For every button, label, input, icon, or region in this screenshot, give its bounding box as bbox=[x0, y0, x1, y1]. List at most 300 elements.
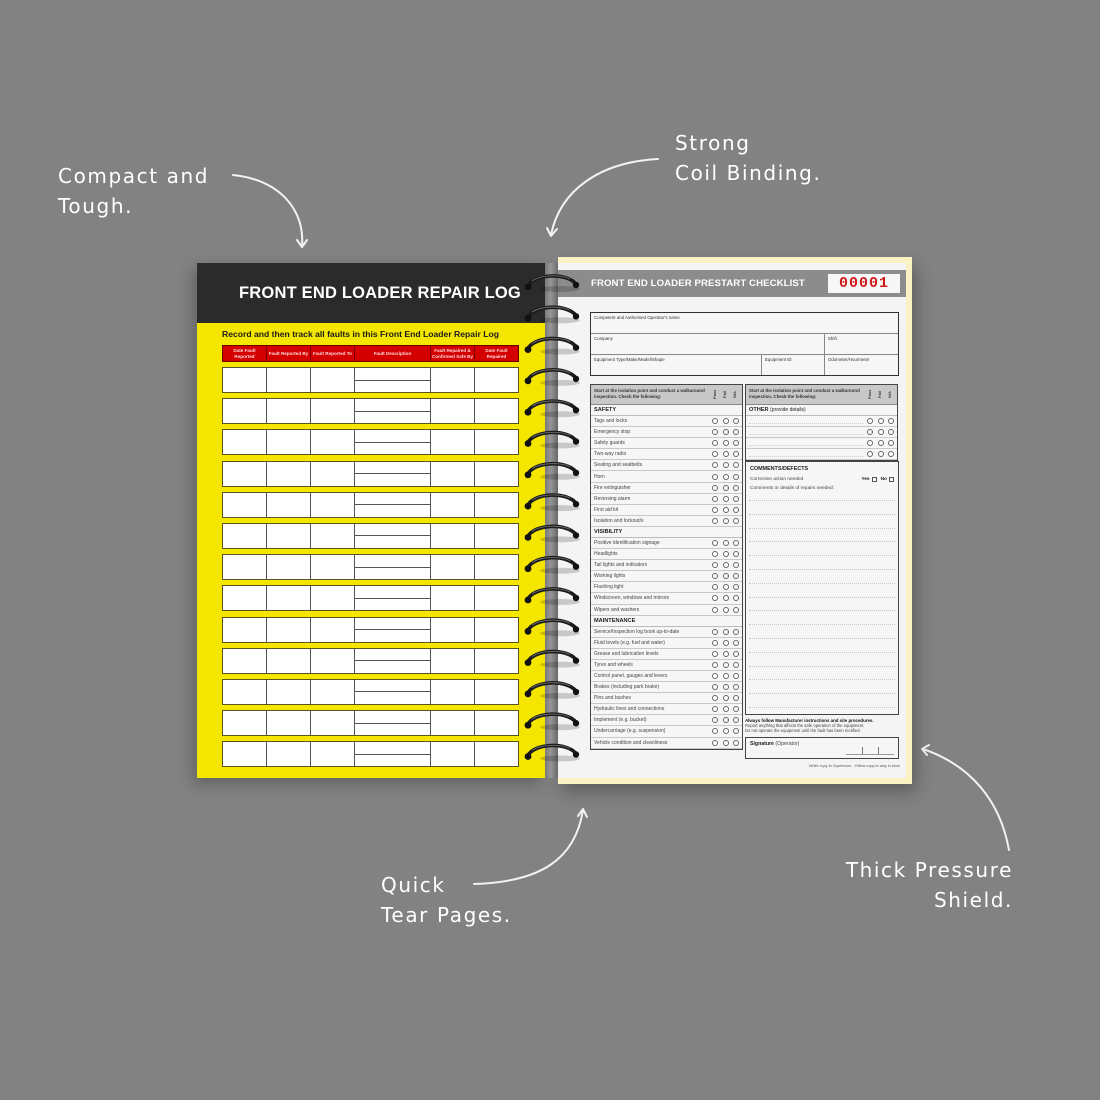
cell-reported-to[interactable] bbox=[311, 368, 355, 392]
fail-radio[interactable] bbox=[723, 595, 729, 601]
cell-date-repaired[interactable] bbox=[475, 462, 518, 486]
section-safety: SAFETY bbox=[591, 405, 742, 416]
na-radio[interactable] bbox=[888, 451, 894, 457]
pass-radio[interactable] bbox=[712, 695, 718, 701]
checklist-item-label: Vehicle condition and cleanliness bbox=[594, 739, 668, 746]
checklist-item bbox=[591, 660, 742, 671]
checklist-item bbox=[591, 560, 742, 571]
cell-reported-by[interactable] bbox=[267, 430, 311, 454]
pass-radio[interactable] bbox=[712, 728, 718, 734]
cell-reported-by[interactable] bbox=[267, 399, 311, 423]
pass-radio[interactable] bbox=[712, 584, 718, 590]
fail-radio[interactable] bbox=[878, 418, 884, 424]
writing-line bbox=[749, 541, 895, 542]
fail-radio[interactable] bbox=[723, 607, 729, 613]
arrow-coil-icon bbox=[551, 159, 658, 235]
cell-reported-by[interactable] bbox=[267, 586, 311, 610]
cell-description[interactable] bbox=[355, 680, 431, 704]
other-item-blank[interactable] bbox=[749, 429, 863, 435]
corrective-action-row bbox=[746, 472, 898, 482]
writing-line bbox=[749, 666, 895, 667]
cell-confirmed-by[interactable] bbox=[431, 368, 475, 392]
cell-description[interactable] bbox=[355, 586, 431, 610]
repair-log-row bbox=[222, 679, 519, 705]
signature-line bbox=[846, 747, 894, 755]
pass-radio[interactable] bbox=[712, 706, 718, 712]
na-radio[interactable] bbox=[733, 629, 739, 635]
checklist-item-label: Tail lights and indicators bbox=[594, 562, 648, 569]
cell-date-reported[interactable] bbox=[223, 680, 267, 704]
fail-radio[interactable] bbox=[723, 651, 729, 657]
cell-reported-to[interactable] bbox=[311, 493, 355, 517]
pass-radio[interactable] bbox=[712, 684, 718, 690]
equipment-type-field[interactable]: Equipment Type/Make/Model/Shape bbox=[591, 355, 762, 375]
fail-radio[interactable] bbox=[723, 474, 729, 480]
fail-radio[interactable] bbox=[878, 451, 884, 457]
cell-reported-to[interactable] bbox=[311, 524, 355, 548]
callout-compact bbox=[58, 161, 209, 221]
other-item-row bbox=[746, 416, 897, 427]
cell-reported-to[interactable] bbox=[311, 742, 355, 766]
copy-note: White copy to Supervisor - Yellow copy to stay in book bbox=[808, 764, 900, 768]
cell-date-repaired[interactable] bbox=[475, 711, 518, 735]
pass-radio[interactable] bbox=[712, 562, 718, 568]
pass-radio[interactable] bbox=[867, 418, 873, 424]
na-radio[interactable] bbox=[733, 584, 739, 590]
coil-binding bbox=[520, 270, 590, 770]
pass-radio[interactable] bbox=[712, 595, 718, 601]
na-radio[interactable] bbox=[733, 562, 739, 568]
notice-line2: Report anything that affects the safe operation of the equipment. bbox=[745, 723, 865, 728]
checklist-item bbox=[591, 726, 742, 737]
checklist-item-label: Seating and seatbelts bbox=[594, 462, 643, 469]
na-radio[interactable] bbox=[733, 418, 739, 424]
cell-confirmed-by[interactable] bbox=[431, 649, 475, 673]
serial-number: 00001 bbox=[828, 274, 900, 293]
cell-description[interactable] bbox=[355, 430, 431, 454]
coil-ring-icon bbox=[525, 464, 580, 480]
cell-date-repaired[interactable] bbox=[475, 430, 518, 454]
fail-radio[interactable] bbox=[723, 695, 729, 701]
checklist-item-label: Grease and lubrication levels bbox=[594, 650, 659, 657]
other-item-blank[interactable] bbox=[749, 440, 863, 446]
pass-radio[interactable] bbox=[712, 651, 718, 657]
writing-line bbox=[749, 500, 895, 501]
repair-log-row bbox=[222, 741, 519, 767]
cell-reported-by[interactable] bbox=[267, 368, 311, 392]
cell-reported-to[interactable] bbox=[311, 430, 355, 454]
na-radio[interactable] bbox=[733, 595, 739, 601]
cell-date-reported[interactable] bbox=[223, 430, 267, 454]
fail-radio[interactable] bbox=[723, 640, 729, 646]
arrow-shield-icon bbox=[923, 749, 1009, 850]
checklist-other-column bbox=[745, 384, 898, 461]
na-radio[interactable] bbox=[888, 429, 894, 435]
section-maintenance: MAINTENANCE bbox=[591, 616, 742, 627]
other-item-blank[interactable] bbox=[749, 451, 863, 457]
cell-date-reported[interactable] bbox=[223, 649, 267, 673]
cell-description[interactable] bbox=[355, 555, 431, 579]
cell-reported-by[interactable] bbox=[267, 493, 311, 517]
cell-reported-by[interactable] bbox=[267, 524, 311, 548]
fail-radio[interactable] bbox=[723, 662, 729, 668]
cell-date-repaired[interactable] bbox=[475, 555, 518, 579]
col-fault-reported-to: Fault Reported To bbox=[311, 346, 355, 361]
cell-date-repaired[interactable] bbox=[475, 649, 518, 673]
cell-date-repaired[interactable] bbox=[475, 399, 518, 423]
checklist-item bbox=[591, 449, 742, 460]
writing-line bbox=[749, 555, 895, 556]
na-radio[interactable] bbox=[733, 451, 739, 457]
fail-radio[interactable] bbox=[723, 629, 729, 635]
na-radio[interactable] bbox=[733, 551, 739, 557]
other-item-row bbox=[746, 449, 897, 460]
cell-reported-to[interactable] bbox=[311, 711, 355, 735]
checklist-item-label: Flashing light bbox=[594, 584, 624, 591]
cell-confirmed-by[interactable] bbox=[431, 618, 475, 642]
pass-radio[interactable] bbox=[867, 451, 873, 457]
cell-confirmed-by[interactable] bbox=[431, 680, 475, 704]
coil-ring-icon bbox=[525, 401, 580, 417]
fail-radio[interactable] bbox=[723, 573, 729, 579]
na-radio[interactable] bbox=[733, 684, 739, 690]
callout-coil-line2: Coil Binding. bbox=[675, 161, 822, 185]
pass-radio[interactable] bbox=[867, 429, 873, 435]
na-radio[interactable] bbox=[733, 496, 739, 502]
cell-reported-to[interactable] bbox=[311, 649, 355, 673]
fail-radio[interactable] bbox=[723, 551, 729, 557]
cell-reported-by[interactable] bbox=[267, 618, 311, 642]
option-fail: Fail bbox=[877, 391, 882, 398]
na-radio[interactable] bbox=[733, 440, 739, 446]
fail-radio[interactable] bbox=[723, 440, 729, 446]
cell-confirmed-by[interactable] bbox=[431, 493, 475, 517]
writing-line bbox=[749, 528, 895, 529]
repair-log-row bbox=[222, 648, 519, 674]
section-other-hint: (provide details) bbox=[770, 407, 806, 413]
repair-log-row bbox=[222, 710, 519, 736]
checklist-item bbox=[591, 605, 742, 616]
cell-reported-to[interactable] bbox=[311, 462, 355, 486]
cell-description[interactable] bbox=[355, 742, 431, 766]
writing-line bbox=[749, 610, 895, 611]
repair-log-rows bbox=[222, 367, 519, 772]
cell-description[interactable] bbox=[355, 618, 431, 642]
fail-radio[interactable] bbox=[723, 496, 729, 502]
other-item-blank[interactable] bbox=[749, 418, 863, 424]
pass-radio[interactable] bbox=[712, 540, 718, 546]
pass-radio[interactable] bbox=[712, 418, 718, 424]
fail-radio[interactable] bbox=[723, 706, 729, 712]
cell-date-reported[interactable] bbox=[223, 493, 267, 517]
na-radio[interactable] bbox=[733, 507, 739, 513]
pass-radio[interactable] bbox=[712, 474, 718, 480]
coil-ring-icon bbox=[525, 495, 580, 511]
checklist-item bbox=[591, 460, 742, 471]
fail-radio[interactable] bbox=[723, 728, 729, 734]
cell-date-reported[interactable] bbox=[223, 368, 267, 392]
col-date-fault-repaired: Date Fault Repaired bbox=[485, 347, 508, 359]
na-radio[interactable] bbox=[733, 474, 739, 480]
pass-radio[interactable] bbox=[712, 440, 718, 446]
pass-radio[interactable] bbox=[712, 518, 718, 524]
checklist-item bbox=[591, 682, 742, 693]
odometer-field[interactable]: Odometer/Hourmeter bbox=[828, 357, 870, 362]
coil-ring-icon bbox=[525, 307, 580, 323]
checklist-sections bbox=[591, 405, 742, 749]
fail-radio[interactable] bbox=[723, 684, 729, 690]
cell-description[interactable] bbox=[355, 493, 431, 517]
fail-radio[interactable] bbox=[723, 485, 729, 491]
fail-radio[interactable] bbox=[878, 429, 884, 435]
na-radio[interactable] bbox=[733, 673, 739, 679]
cell-reported-to[interactable] bbox=[311, 618, 355, 642]
cell-confirmed-by[interactable] bbox=[431, 586, 475, 610]
cell-confirmed-by[interactable] bbox=[431, 711, 475, 735]
check-instruction-other: Start at the isolation point and conduct a walkaround inspection. Check the following: bbox=[749, 388, 860, 399]
checklist-item bbox=[591, 715, 742, 726]
cell-date-reported[interactable] bbox=[223, 711, 267, 735]
cell-date-repaired[interactable] bbox=[475, 742, 518, 766]
checklist-item-label: Two-way radio bbox=[594, 451, 627, 458]
cell-date-repaired[interactable] bbox=[475, 368, 518, 392]
cell-confirmed-by[interactable] bbox=[431, 462, 475, 486]
fail-radio[interactable] bbox=[723, 451, 729, 457]
fail-radio[interactable] bbox=[723, 717, 729, 723]
callout-coil-line1: Strong bbox=[675, 131, 751, 155]
na-radio[interactable] bbox=[733, 518, 739, 524]
fail-radio[interactable] bbox=[723, 584, 729, 590]
cell-reported-to[interactable] bbox=[311, 399, 355, 423]
checklist-item-label: Hydraulic lines and connections bbox=[594, 706, 665, 713]
pass-radio[interactable] bbox=[712, 507, 718, 513]
cell-date-reported[interactable] bbox=[223, 399, 267, 423]
repair-log-row bbox=[222, 429, 519, 455]
pass-radio[interactable] bbox=[712, 551, 718, 557]
pass-radio[interactable] bbox=[712, 629, 718, 635]
na-radio[interactable] bbox=[888, 440, 894, 446]
na-radio[interactable] bbox=[733, 740, 739, 746]
checklist-item bbox=[591, 704, 742, 715]
checklist-item-label: Wipers and washers bbox=[594, 606, 640, 613]
fail-radio[interactable] bbox=[723, 673, 729, 679]
checklist-item-label: Safety guards bbox=[594, 440, 625, 447]
pressure-shield-page bbox=[558, 257, 912, 784]
cell-confirmed-by[interactable] bbox=[431, 399, 475, 423]
na-radio[interactable] bbox=[733, 640, 739, 646]
col-fault-reported-by: Fault Reported By bbox=[267, 346, 311, 361]
na-radio[interactable] bbox=[733, 429, 739, 435]
na-radio[interactable] bbox=[733, 717, 739, 723]
comments-defects-box bbox=[745, 461, 899, 715]
cell-reported-to[interactable] bbox=[311, 555, 355, 579]
writing-line bbox=[749, 597, 895, 598]
coil-ring-icon bbox=[525, 557, 580, 573]
checklist-item bbox=[591, 471, 742, 482]
pass-radio[interactable] bbox=[712, 662, 718, 668]
cell-reported-by[interactable] bbox=[267, 711, 311, 735]
operator-name-field[interactable]: Competent and Authorised Operator's name bbox=[594, 315, 680, 320]
fail-radio[interactable] bbox=[723, 429, 729, 435]
other-item-row bbox=[746, 438, 897, 449]
signature-role: (Operator) bbox=[775, 741, 800, 747]
na-radio[interactable] bbox=[733, 573, 739, 579]
fail-radio[interactable] bbox=[723, 740, 729, 746]
pass-radio[interactable] bbox=[712, 740, 718, 746]
pass-radio[interactable] bbox=[712, 640, 718, 646]
arrow-compact-icon bbox=[233, 175, 302, 246]
checklist-item-label: Implement (e.g. bucket) bbox=[594, 717, 647, 724]
fail-radio[interactable] bbox=[723, 540, 729, 546]
cell-description[interactable] bbox=[355, 649, 431, 673]
fail-radio[interactable] bbox=[723, 418, 729, 424]
callout-shield-line2: Shield. bbox=[933, 888, 1013, 912]
fail-radio[interactable] bbox=[723, 562, 729, 568]
repair-log-row bbox=[222, 367, 519, 393]
section-visibility: VISIBILITY bbox=[591, 527, 742, 538]
no-checkbox[interactable] bbox=[889, 477, 894, 482]
cell-date-repaired[interactable] bbox=[475, 586, 518, 610]
pass-radio[interactable] bbox=[712, 451, 718, 457]
checklist-item bbox=[591, 593, 742, 604]
cell-reported-by[interactable] bbox=[267, 680, 311, 704]
na-radio[interactable] bbox=[733, 662, 739, 668]
na-radio[interactable] bbox=[733, 462, 739, 468]
coil-ring-icon bbox=[525, 370, 580, 386]
pass-radio[interactable] bbox=[712, 673, 718, 679]
na-radio[interactable] bbox=[733, 485, 739, 491]
checklist-item bbox=[591, 671, 742, 682]
section-other-label: OTHER bbox=[749, 407, 769, 413]
option-na: N/A bbox=[732, 391, 737, 398]
na-radio[interactable] bbox=[733, 695, 739, 701]
writing-line bbox=[749, 583, 895, 584]
checklist-item-label: Tyres and wheels bbox=[594, 661, 633, 668]
signature-label: Signature bbox=[750, 741, 774, 747]
cell-confirmed-by[interactable] bbox=[431, 555, 475, 579]
checklist-item-label: Working lights bbox=[594, 573, 626, 580]
cell-date-repaired[interactable] bbox=[475, 618, 518, 642]
cell-confirmed-by[interactable] bbox=[431, 524, 475, 548]
writing-line bbox=[749, 624, 895, 625]
checklist-column-header bbox=[591, 385, 742, 405]
na-radio[interactable] bbox=[733, 706, 739, 712]
comments-details-label: Comments or details of repairs needed: bbox=[750, 486, 834, 491]
cell-reported-by[interactable] bbox=[267, 555, 311, 579]
cell-date-repaired[interactable] bbox=[475, 680, 518, 704]
shift-field[interactable]: Shift bbox=[828, 336, 837, 341]
coil-ring-icon bbox=[525, 714, 580, 730]
fail-radio[interactable] bbox=[723, 518, 729, 524]
na-radio[interactable] bbox=[733, 728, 739, 734]
cell-date-reported[interactable] bbox=[223, 742, 267, 766]
other-item-row bbox=[746, 427, 897, 438]
fail-radio[interactable] bbox=[723, 462, 729, 468]
pass-radio[interactable] bbox=[867, 440, 873, 446]
pass-radio[interactable] bbox=[712, 485, 718, 491]
checklist-item-label: Tags and locks bbox=[594, 418, 628, 425]
pass-radio[interactable] bbox=[712, 462, 718, 468]
equipment-id-field[interactable]: Equipment ID bbox=[762, 355, 825, 375]
cell-date-repaired[interactable] bbox=[475, 524, 518, 548]
pass-radio[interactable] bbox=[712, 717, 718, 723]
checklist-item bbox=[591, 538, 742, 549]
cell-date-reported[interactable] bbox=[223, 618, 267, 642]
cell-description[interactable] bbox=[355, 711, 431, 735]
option-pass: Pass bbox=[867, 389, 872, 400]
pass-radio[interactable] bbox=[712, 573, 718, 579]
fail-radio[interactable] bbox=[723, 507, 729, 513]
checklist-item-label: Headlights bbox=[594, 551, 618, 558]
cell-reported-by[interactable] bbox=[267, 742, 311, 766]
checklist-item-label: First aid kit bbox=[594, 506, 619, 513]
checklist-item bbox=[591, 483, 742, 494]
checklist-item-label: Reversing alarm bbox=[594, 495, 631, 502]
yes-checkbox[interactable] bbox=[872, 477, 877, 482]
na-radio[interactable] bbox=[733, 651, 739, 657]
cell-date-reported[interactable] bbox=[223, 586, 267, 610]
checklist-item-label: Windscreen, windows and mirrors bbox=[594, 595, 670, 602]
cell-description[interactable] bbox=[355, 368, 431, 392]
checklist-item bbox=[591, 738, 742, 749]
cell-date-repaired[interactable] bbox=[475, 493, 518, 517]
checklist-item-label: Pins and bushes bbox=[594, 695, 631, 702]
cell-description[interactable] bbox=[355, 399, 431, 423]
cell-reported-by[interactable] bbox=[267, 462, 311, 486]
fail-radio[interactable] bbox=[878, 440, 884, 446]
signature-box[interactable] bbox=[745, 737, 899, 759]
na-radio[interactable] bbox=[888, 418, 894, 424]
pass-radio[interactable] bbox=[712, 429, 718, 435]
callout-tear bbox=[381, 870, 512, 930]
pass-radio[interactable] bbox=[712, 496, 718, 502]
checklist-item-label: Fire extinguisher bbox=[594, 484, 631, 491]
cell-reported-to[interactable] bbox=[311, 586, 355, 610]
callout-shield bbox=[838, 855, 1013, 915]
pass-radio[interactable] bbox=[712, 607, 718, 613]
no-label: No bbox=[880, 477, 887, 482]
cell-date-reported[interactable] bbox=[223, 555, 267, 579]
cell-date-reported[interactable] bbox=[223, 524, 267, 548]
coil-ring-icon bbox=[525, 683, 580, 699]
cell-description[interactable] bbox=[355, 462, 431, 486]
checklist-item-label: Positive identification signage bbox=[594, 539, 660, 546]
operator-info-grid bbox=[590, 312, 899, 376]
checklist-sheet bbox=[558, 263, 906, 778]
cell-description[interactable] bbox=[355, 524, 431, 548]
company-field[interactable]: Company bbox=[591, 334, 825, 354]
checklist-item bbox=[591, 505, 742, 516]
na-radio[interactable] bbox=[733, 607, 739, 613]
callout-tear-line1: Quick bbox=[381, 873, 446, 897]
repair-log-row bbox=[222, 461, 519, 487]
repair-log-page bbox=[197, 263, 545, 778]
checklist-item-label: Fluid levels (e.g. fuel and water) bbox=[594, 639, 665, 646]
cell-reported-to[interactable] bbox=[311, 680, 355, 704]
checklist-item bbox=[591, 638, 742, 649]
checklist-item bbox=[591, 571, 742, 582]
na-radio[interactable] bbox=[733, 540, 739, 546]
cell-confirmed-by[interactable] bbox=[431, 430, 475, 454]
writing-line bbox=[749, 693, 895, 694]
coil-ring-icon bbox=[525, 432, 580, 448]
cell-confirmed-by[interactable] bbox=[431, 742, 475, 766]
checklist-item bbox=[591, 427, 742, 438]
callout-coil bbox=[675, 128, 821, 188]
cell-date-reported[interactable] bbox=[223, 462, 267, 486]
checklist-item bbox=[591, 649, 742, 660]
cell-reported-by[interactable] bbox=[267, 649, 311, 673]
